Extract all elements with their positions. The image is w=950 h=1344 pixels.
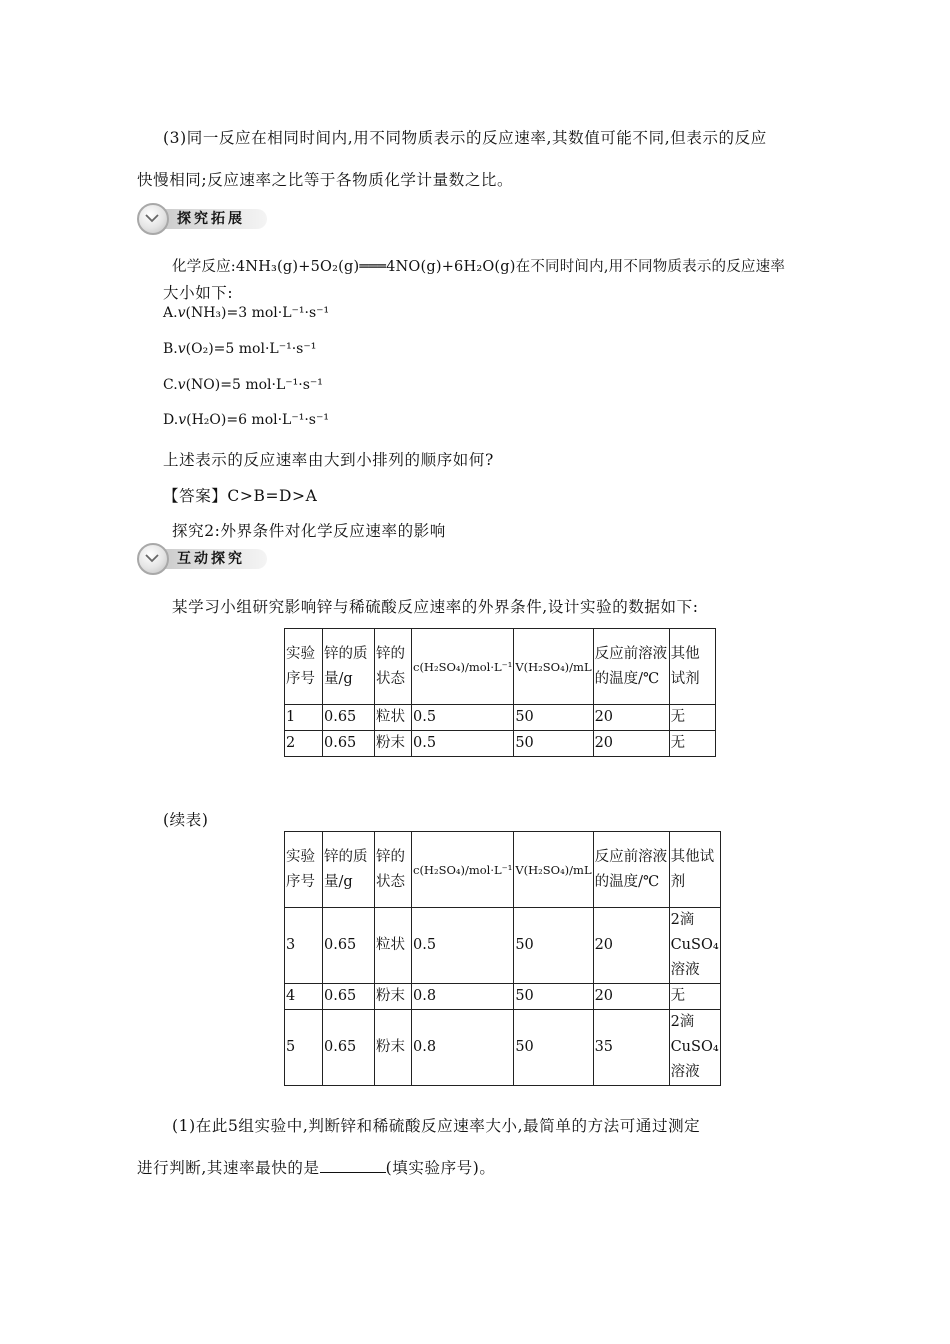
header-state: 锌的状态	[375, 629, 412, 705]
cell-seq: 2	[285, 731, 323, 757]
cell-mass: 0.65	[323, 984, 375, 1010]
header-conc: c(H₂SO₄)/mol·L⁻¹	[412, 832, 514, 908]
banner-label: 探究拓展	[177, 211, 245, 227]
header-temp: 反应前溶液的温度/℃	[593, 629, 669, 705]
cell-mass: 0.65	[323, 705, 375, 731]
option-label: D.	[163, 412, 179, 428]
explore-2-title: 探究2:外界条件对化学反应速率的影响	[172, 522, 446, 540]
cell-conc: 0.5	[412, 908, 514, 984]
intro-text: 某学习小组研究影响锌与稀硫酸反应速率的外界条件,设计实验的数据如下:	[172, 598, 699, 616]
velocity-symbol: v	[177, 341, 186, 357]
chevron-down-icon	[137, 203, 169, 235]
option-text: (NH₃)=3 mol·L⁻¹·s⁻¹	[185, 305, 330, 321]
section-banner-interactive-explore	[137, 543, 267, 575]
reaction-line2: 大小如下:	[163, 284, 234, 302]
question-1-line2	[137, 1156, 496, 1178]
cell-temp: 35	[593, 1010, 669, 1086]
answer-blank[interactable]	[320, 1158, 386, 1173]
banner-label: 互动探究	[177, 551, 245, 567]
cell-conc: 0.8	[412, 1010, 514, 1086]
reaction-line1: 化学反应:4NH₃(g)+5O₂(g)═══4NO(g)+6H₂O(g)在不同时间内,用不同物质表示的反应速率	[172, 259, 786, 275]
option-text: (H₂O)=6 mol·L⁻¹·s⁻¹	[186, 412, 329, 428]
cell-seq: 3	[285, 908, 323, 984]
header-temp: 反应前溶液的温度/℃	[593, 832, 669, 908]
header-state: 锌的状态	[375, 832, 412, 908]
option-a	[163, 305, 329, 321]
header-mass: 锌的质量/g	[323, 832, 375, 908]
chevron-down-icon	[137, 543, 169, 575]
section-banner-explore-extension	[137, 203, 267, 235]
cell-other: 无	[669, 731, 715, 757]
cell-other: 2滴CuSO₄溶液	[669, 1010, 720, 1086]
cell-vol: 50	[514, 731, 593, 757]
table-row	[285, 731, 716, 757]
cell-state: 粉末	[375, 731, 412, 757]
cell-state: 粒状	[375, 705, 412, 731]
table-header-row	[285, 629, 716, 705]
cell-vol: 50	[514, 705, 593, 731]
cell-seq: 5	[285, 1010, 323, 1086]
cell-conc: 0.5	[412, 705, 514, 731]
header-seq: 实验序号	[285, 832, 323, 908]
cell-mass: 0.65	[323, 908, 375, 984]
option-b	[163, 341, 316, 357]
question-1-prefix: 进行判断,其速率最快的是	[137, 1159, 320, 1177]
header-other: 其他试剂	[669, 832, 720, 908]
cell-seq: 1	[285, 705, 323, 731]
header-vol: V(H₂SO₄)/mL	[514, 629, 593, 705]
velocity-symbol: v	[177, 377, 186, 393]
cell-mass: 0.65	[323, 731, 375, 757]
experiment-table-2	[284, 831, 721, 1086]
header-vol: V(H₂SO₄)/mL	[514, 832, 593, 908]
cell-temp: 20	[593, 908, 669, 984]
cell-state: 粒状	[375, 908, 412, 984]
cell-other: 无	[669, 984, 720, 1010]
continued-label: (续表)	[163, 811, 209, 829]
option-d	[163, 412, 329, 428]
cell-temp: 20	[593, 731, 669, 757]
paragraph-3-line2: 快慢相同;反应速率之比等于各物质化学计量数之比。	[137, 171, 514, 189]
header-other: 其他试剂	[669, 629, 715, 705]
cell-temp: 20	[593, 705, 669, 731]
cell-state: 粉末	[375, 984, 412, 1010]
header-seq: 实验序号	[285, 629, 323, 705]
paragraph-3-line1: (3)同一反应在相同时间内,用不同物质表示的反应速率,其数值可能不同,但表示的反应	[163, 129, 767, 147]
table-row	[285, 1010, 721, 1086]
question-1-line1: (1)在此5组实验中,判断锌和稀硫酸反应速率大小,最简单的方法可通过测定	[172, 1117, 701, 1135]
experiment-table-1	[284, 628, 716, 757]
cell-other: 无	[669, 705, 715, 731]
question-text: 上述表示的反应速率由大到小排列的顺序如何?	[163, 451, 494, 469]
cell-conc: 0.5	[412, 731, 514, 757]
table-row	[285, 705, 716, 731]
table-row	[285, 984, 721, 1010]
table-row	[285, 908, 721, 984]
option-c	[163, 377, 323, 393]
cell-other: 2滴CuSO₄溶液	[669, 908, 720, 984]
question-1-suffix: (填实验序号)。	[385, 1159, 496, 1177]
option-text: (O₂)=5 mol·L⁻¹·s⁻¹	[185, 341, 317, 357]
velocity-symbol: v	[177, 305, 186, 321]
cell-vol: 50	[514, 1010, 593, 1086]
option-label: B.	[163, 341, 178, 357]
cell-vol: 50	[514, 984, 593, 1010]
cell-vol: 50	[514, 908, 593, 984]
table-header-row	[285, 832, 721, 908]
option-label: C.	[163, 377, 178, 393]
answer-text: 【答案】C>B=D>A	[163, 487, 318, 505]
header-conc: c(H₂SO₄)/mol·L⁻¹	[412, 629, 514, 705]
option-text: (NO)=5 mol·L⁻¹·s⁻¹	[185, 377, 323, 393]
cell-mass: 0.65	[323, 1010, 375, 1086]
cell-state: 粉末	[375, 1010, 412, 1086]
cell-conc: 0.8	[412, 984, 514, 1010]
header-mass: 锌的质量/g	[323, 629, 375, 705]
cell-temp: 20	[593, 984, 669, 1010]
cell-seq: 4	[285, 984, 323, 1010]
velocity-symbol: v	[178, 412, 187, 428]
option-label: A.	[163, 305, 178, 321]
